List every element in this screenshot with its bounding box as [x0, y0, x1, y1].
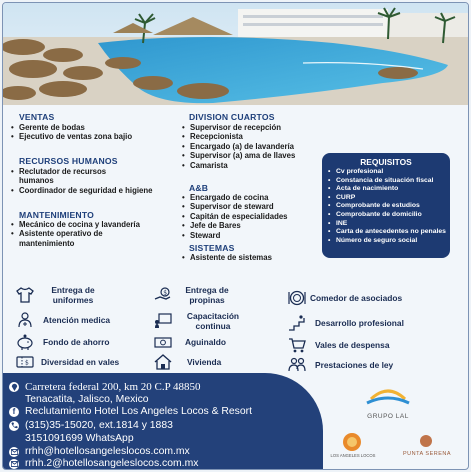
grupo-lal-logo: [363, 385, 413, 409]
job-item: • Capitán de especialidades: [182, 212, 332, 221]
benefit-label: Entrega de propinas: [185, 285, 229, 305]
shirt-icon: [15, 286, 35, 304]
requisito-item: • Número de seguro social: [328, 237, 448, 246]
benefit-label: Desarrollo profesional: [315, 318, 404, 328]
piggy-bank-icon: [15, 333, 35, 351]
brand-logos: [323, 373, 468, 469]
heading-ventas: VENTAS: [19, 112, 55, 122]
benefit-atencion-medica: [15, 311, 110, 329]
phone-text[interactable]: (315)35-15020, ext.1814 y 1883: [25, 420, 173, 431]
requisito-item: • Constancia de situación fiscal: [328, 177, 448, 186]
job-item: • Coordinador de seguridad e higiene: [11, 186, 163, 195]
job-item: • Steward: [182, 231, 332, 240]
job-item: • Camarista: [182, 161, 332, 170]
benefit-label: Aguinaldo: [185, 337, 226, 347]
facebook-line: [9, 406, 252, 417]
benefit-label: Comedor de asociados: [310, 293, 403, 303]
benefit-desarrollo: [287, 314, 404, 332]
job-item: • Asistente de sistemas: [182, 253, 332, 262]
email-line: [9, 446, 190, 457]
requisito-item: • Comprobante de estudios: [328, 202, 448, 211]
job-item: • Encargado (a) de lavandería: [182, 142, 332, 151]
benefit-label: Vales de despensa: [315, 340, 390, 350]
benefit-prestaciones: [287, 356, 393, 374]
requisito-item: • Acta de nacimiento: [328, 185, 448, 194]
money-hand-icon: [153, 286, 173, 304]
cash-icon: [153, 333, 173, 351]
mail-icon: [9, 447, 19, 457]
list-division-cuartos: [182, 123, 332, 170]
house-icon: [153, 353, 173, 371]
voucher-icon: [15, 353, 35, 371]
mail-icon: [9, 459, 19, 469]
benefit-uniformes: [15, 285, 108, 305]
job-item: • Mecánico de cocina y lavandería: [11, 220, 147, 229]
address-line: [9, 381, 201, 393]
list-ventas: [11, 123, 161, 142]
list-mantenimiento: [11, 220, 161, 248]
flyer: [2, 2, 469, 470]
email-text-2[interactable]: rrhh.2@hotellosangeleslocos.com.mx: [25, 458, 199, 469]
benefit-label: Vivienda: [187, 357, 222, 367]
job-item: • Asistente operativo de mantenimiento: [11, 229, 147, 248]
benefit-label: Fondo de ahorro: [43, 337, 110, 347]
job-item: • Supervisor (a) ama de llaves: [182, 151, 308, 160]
heading-sistemas: SISTEMAS: [189, 243, 235, 253]
job-item: • Jefe de Bares: [182, 221, 332, 230]
shopping-cart-icon: [287, 336, 307, 354]
heading-mantenimiento: MANTENIMIENTO: [19, 210, 95, 220]
requisitos-box: [322, 153, 450, 258]
facebook-icon: f: [9, 407, 19, 417]
svg-text:$: $: [163, 289, 168, 297]
grupo-lal-label: GRUPO LAL: [367, 413, 409, 420]
phone-line: [9, 420, 173, 431]
requisitos-title: REQUISITOS: [360, 157, 412, 167]
requisitos-list: [328, 168, 448, 245]
requisito-item: • Comprobante de domicilio: [328, 211, 448, 220]
email-line-2: [9, 458, 198, 469]
requisito-item: • Carta de antecedentes no penales: [328, 228, 448, 237]
job-item: • Supervisor de steward: [182, 202, 332, 211]
heading-recursos-humanos: RECURSOS HUMANOS: [19, 156, 118, 166]
plate-cutlery-icon: [287, 289, 307, 307]
job-item: • Recepcionista: [182, 132, 332, 141]
phone-icon: [9, 421, 19, 431]
contact-panel: [3, 373, 323, 469]
angeles-locos-label: LOS ANGELES LOCOS: [330, 453, 376, 458]
list-sistemas: [182, 253, 332, 262]
benefit-aguinaldo: [153, 333, 226, 351]
facebook-text[interactable]: Reclutamiento Hotel Los Angeles Locos & Resort: [25, 406, 252, 417]
doctor-icon: [15, 311, 35, 329]
benefit-label: Atención medica: [43, 315, 111, 325]
benefit-vales-despensa: [287, 336, 390, 354]
location-pin-icon: [9, 382, 19, 392]
punta-serena-label: PUNTA SERENA: [402, 451, 452, 457]
benefit-capacitacion: [153, 311, 250, 331]
heading-ab: A&B: [189, 183, 209, 193]
list-recursos-humanos: [11, 167, 161, 195]
benefit-comedor: [287, 289, 402, 307]
job-item: • Gerente de bodas: [11, 123, 161, 132]
whatsapp-line: [25, 433, 134, 444]
requisito-item: • CURP: [328, 194, 448, 203]
address-line-2: [25, 394, 149, 405]
benefit-diversidad-vales: [15, 353, 119, 371]
job-item: • Reclutador de recursos humanos: [11, 167, 137, 186]
whatsapp-text[interactable]: 3151091699 WhatsApp: [25, 433, 134, 444]
requisito-item: • Cv profesional: [328, 168, 448, 177]
training-board-icon: [153, 312, 173, 330]
benefit-propinas: [153, 285, 238, 305]
requisito-item: • INE: [328, 220, 448, 229]
punta-serena-logo: [416, 433, 436, 449]
benefit-label: Capacitación continua: [186, 311, 240, 331]
job-item: • Ejecutivo de ventas zona bajio: [11, 132, 147, 141]
address-text: Carretera federal 200, km 20 C.P 48850: [25, 381, 201, 393]
resort-pool-photo: [3, 3, 468, 105]
angeles-locos-logo: [339, 431, 365, 453]
people-icon: [287, 356, 307, 374]
address-text-2: Tenacatita, Jalisco, Mexico: [25, 394, 149, 405]
email-text[interactable]: rrhh@hotellosangeleslocos.com.mx: [25, 446, 190, 457]
benefit-label: Entrega de uniformes: [51, 285, 95, 305]
heading-division-cuartos: DIVISION CUARTOS: [189, 112, 275, 122]
benefit-label: Prestaciones de ley: [315, 360, 394, 370]
benefit-label: Diversidad en vales: [41, 357, 120, 367]
svg-text:$: $: [25, 359, 29, 367]
benefit-fondo-ahorro: [15, 333, 110, 351]
job-item: • Supervisor de recepción: [182, 123, 332, 132]
job-item: • Encargado de cocina: [182, 193, 332, 202]
list-ab: [182, 193, 332, 240]
benefit-vivienda: [153, 353, 221, 371]
growth-stairs-icon: [287, 314, 307, 332]
